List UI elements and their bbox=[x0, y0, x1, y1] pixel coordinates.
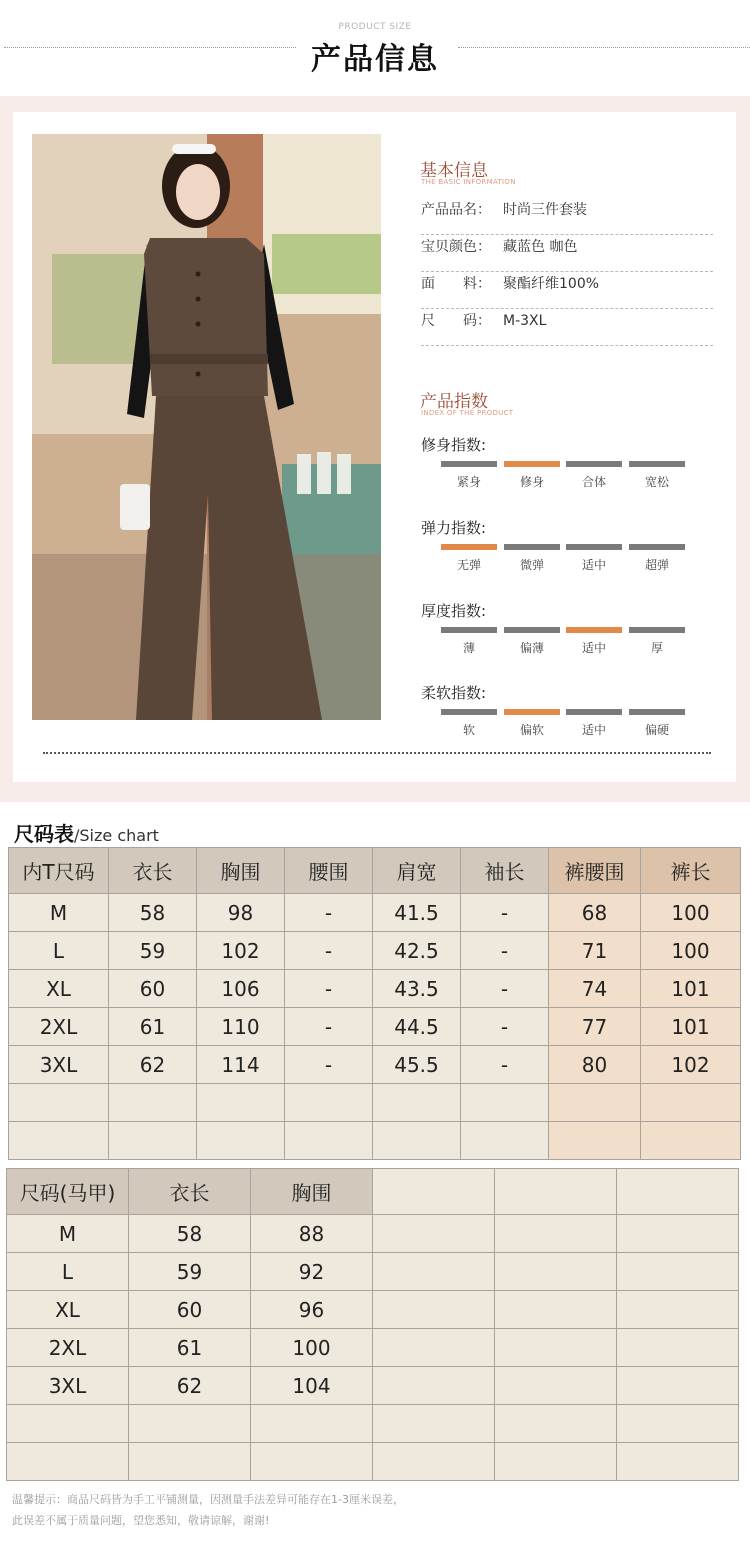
table-cell: - bbox=[285, 970, 373, 1008]
index-label-softness: 柔软指数: bbox=[421, 684, 487, 702]
table-cell: 68 bbox=[549, 894, 641, 932]
table-cell bbox=[617, 1253, 739, 1291]
table-cell: 58 bbox=[109, 894, 197, 932]
table-cell: - bbox=[285, 1046, 373, 1084]
table-row bbox=[7, 1253, 739, 1291]
index-bar bbox=[441, 627, 497, 633]
index-bar bbox=[629, 461, 685, 467]
index-option bbox=[629, 544, 685, 573]
table-cell: - bbox=[285, 932, 373, 970]
table-cell bbox=[617, 1291, 739, 1329]
index-title: 产品指数 bbox=[420, 392, 488, 412]
table-row bbox=[9, 970, 741, 1008]
table-cell: - bbox=[285, 894, 373, 932]
info-value: 时尚三件套装 bbox=[503, 202, 587, 218]
table-cell: M bbox=[7, 1215, 129, 1253]
table-cell: 100 bbox=[641, 932, 741, 970]
index-bar bbox=[629, 709, 685, 715]
table-cell: 62 bbox=[109, 1046, 197, 1084]
table-cell bbox=[373, 1291, 495, 1329]
table-cell: 80 bbox=[549, 1046, 641, 1084]
index-scale-thickness bbox=[441, 627, 689, 667]
table-cell: 114 bbox=[197, 1046, 285, 1084]
table-cell: 61 bbox=[129, 1329, 251, 1367]
table-row bbox=[9, 932, 741, 970]
info-value: 聚酯纤维100% bbox=[503, 276, 600, 292]
table-cell: 3XL bbox=[7, 1367, 129, 1405]
index-bar bbox=[441, 709, 497, 715]
table-cell: 110 bbox=[197, 1008, 285, 1046]
table-cell bbox=[285, 1084, 373, 1122]
table-cell: 101 bbox=[641, 1008, 741, 1046]
info-key: 尺 码： bbox=[421, 313, 491, 329]
size-chart-title-en: /Size chart bbox=[74, 826, 159, 845]
table-cell bbox=[641, 1084, 741, 1122]
product-photo bbox=[32, 134, 381, 720]
size-table-vest bbox=[6, 1168, 739, 1481]
table-cell bbox=[109, 1084, 197, 1122]
index-option-label: 适中 bbox=[581, 641, 606, 655]
index-option-label: 紧身 bbox=[456, 475, 481, 489]
table-cell bbox=[617, 1443, 739, 1481]
index-option bbox=[441, 627, 497, 656]
table-cell bbox=[495, 1443, 617, 1481]
size-table-top bbox=[8, 847, 741, 1160]
index-bar bbox=[441, 544, 497, 550]
table-cell bbox=[617, 1405, 739, 1443]
info-card bbox=[13, 112, 736, 782]
note-line-1: 温馨提示：商品尺码皆为手工平铺测量，因测量手法差异可能存在1-3厘米误差， bbox=[12, 1493, 404, 1506]
table-row bbox=[7, 1291, 739, 1329]
info-panel bbox=[0, 96, 750, 802]
index-label-fit: 修身指数: bbox=[421, 436, 487, 454]
info-value: 藏蓝色 咖色 bbox=[503, 239, 578, 255]
index-option bbox=[441, 461, 497, 490]
table-row bbox=[7, 1443, 739, 1481]
table-cell bbox=[495, 1215, 617, 1253]
table-row bbox=[9, 1122, 741, 1160]
table-cell: 60 bbox=[109, 970, 197, 1008]
table-cell bbox=[549, 1122, 641, 1160]
table-cell: 62 bbox=[129, 1367, 251, 1405]
table-cell: - bbox=[285, 1008, 373, 1046]
header-cell: 胸围 bbox=[197, 848, 285, 894]
index-option-label: 无弹 bbox=[456, 558, 481, 572]
basic-info-subtitle: THE BASIC INFORMATION bbox=[421, 178, 516, 186]
table-header-row bbox=[7, 1169, 739, 1215]
index-option-label: 软 bbox=[462, 723, 475, 737]
table-cell: 43.5 bbox=[373, 970, 461, 1008]
header-cell: 裤腰围 bbox=[549, 848, 641, 894]
table-cell bbox=[109, 1122, 197, 1160]
index-option-label: 偏软 bbox=[519, 723, 544, 737]
index-option-label: 超弹 bbox=[644, 558, 669, 572]
divider bbox=[43, 752, 711, 754]
table-cell: 44.5 bbox=[373, 1008, 461, 1046]
table-cell: 61 bbox=[109, 1008, 197, 1046]
header-cell bbox=[373, 1169, 495, 1215]
table-cell: L bbox=[9, 932, 109, 970]
table-cell: - bbox=[461, 894, 549, 932]
table-cell bbox=[373, 1122, 461, 1160]
index-option-label: 微弹 bbox=[519, 558, 544, 572]
table-cell bbox=[251, 1443, 373, 1481]
table-cell: 88 bbox=[251, 1215, 373, 1253]
table-cell bbox=[461, 1122, 549, 1160]
table-row bbox=[9, 1084, 741, 1122]
table-row bbox=[9, 1008, 741, 1046]
index-option bbox=[629, 461, 685, 490]
header-cell: 袖长 bbox=[461, 848, 549, 894]
table-row bbox=[7, 1367, 739, 1405]
index-option bbox=[441, 709, 497, 738]
table-cell bbox=[373, 1367, 495, 1405]
table-cell: 59 bbox=[109, 932, 197, 970]
index-subtitle: INDEX OF THE PRODUCT bbox=[421, 409, 514, 417]
table-cell: M bbox=[9, 894, 109, 932]
header-subtitle: PRODUCT SIZE bbox=[338, 22, 412, 32]
table-cell: 102 bbox=[197, 932, 285, 970]
index-option bbox=[504, 627, 560, 656]
size-chart-title-zh: 尺码表 bbox=[14, 822, 74, 846]
info-value: M-3XL bbox=[503, 313, 547, 329]
table-cell bbox=[373, 1443, 495, 1481]
table-cell bbox=[373, 1215, 495, 1253]
header-cell: 尺码(马甲) bbox=[7, 1169, 129, 1215]
info-key: 面 料： bbox=[421, 276, 491, 292]
table-cell: - bbox=[461, 1008, 549, 1046]
table-cell bbox=[373, 1329, 495, 1367]
header-cell: 裤长 bbox=[641, 848, 741, 894]
table-cell bbox=[495, 1367, 617, 1405]
index-option bbox=[504, 544, 560, 573]
index-option-label: 宽松 bbox=[644, 475, 669, 489]
index-option-label: 偏硬 bbox=[644, 723, 669, 737]
header-cell bbox=[617, 1169, 739, 1215]
table-cell: - bbox=[461, 1046, 549, 1084]
info-row-name bbox=[421, 198, 713, 235]
table-cell bbox=[9, 1122, 109, 1160]
table-cell bbox=[495, 1405, 617, 1443]
index-bar bbox=[566, 709, 622, 715]
table-cell bbox=[197, 1084, 285, 1122]
info-row-fabric bbox=[421, 272, 713, 309]
table-cell bbox=[285, 1122, 373, 1160]
index-option bbox=[566, 461, 622, 490]
table-cell bbox=[549, 1084, 641, 1122]
table-cell: 92 bbox=[251, 1253, 373, 1291]
index-option-label: 薄 bbox=[462, 641, 475, 655]
table-cell: - bbox=[461, 970, 549, 1008]
index-bar bbox=[504, 544, 560, 550]
table-cell bbox=[9, 1084, 109, 1122]
table-row bbox=[7, 1329, 739, 1367]
table-cell bbox=[617, 1367, 739, 1405]
index-label-stretch: 弹力指数: bbox=[421, 519, 487, 537]
index-option bbox=[441, 544, 497, 573]
index-label-thickness: 厚度指数: bbox=[421, 602, 487, 620]
table-cell: 96 bbox=[251, 1291, 373, 1329]
table-cell: 74 bbox=[549, 970, 641, 1008]
info-row-color bbox=[421, 235, 713, 272]
header-cell bbox=[495, 1169, 617, 1215]
table-cell bbox=[129, 1405, 251, 1443]
index-option-label: 适中 bbox=[581, 723, 606, 737]
table-cell bbox=[373, 1084, 461, 1122]
index-option bbox=[629, 709, 685, 738]
index-bar bbox=[629, 627, 685, 633]
index-bar bbox=[504, 627, 560, 633]
table-cell bbox=[7, 1405, 129, 1443]
table-cell: 60 bbox=[129, 1291, 251, 1329]
table-cell: 42.5 bbox=[373, 932, 461, 970]
size-chart-title bbox=[14, 818, 159, 847]
table-cell: 104 bbox=[251, 1367, 373, 1405]
table-cell: 98 bbox=[197, 894, 285, 932]
table-cell: 45.5 bbox=[373, 1046, 461, 1084]
divider bbox=[458, 47, 750, 48]
table-cell bbox=[495, 1329, 617, 1367]
table-cell: - bbox=[461, 932, 549, 970]
table-cell bbox=[129, 1443, 251, 1481]
index-option bbox=[566, 709, 622, 738]
index-option-label: 厚 bbox=[650, 641, 663, 655]
index-scale-softness bbox=[441, 709, 689, 749]
table-cell: XL bbox=[9, 970, 109, 1008]
header-cell: 衣长 bbox=[129, 1169, 251, 1215]
index-bar bbox=[504, 461, 560, 467]
basic-info-title: 基本信息 bbox=[420, 161, 488, 181]
header-cell: 腰围 bbox=[285, 848, 373, 894]
index-option bbox=[629, 627, 685, 656]
index-option bbox=[504, 709, 560, 738]
table-cell: 106 bbox=[197, 970, 285, 1008]
table-row bbox=[9, 1046, 741, 1084]
index-option-label: 修身 bbox=[519, 475, 544, 489]
table-cell bbox=[617, 1215, 739, 1253]
header-cell: 肩宽 bbox=[373, 848, 461, 894]
index-option bbox=[566, 627, 622, 656]
table-cell bbox=[495, 1291, 617, 1329]
table-row bbox=[7, 1405, 739, 1443]
index-scale-fit bbox=[441, 461, 689, 501]
table-cell bbox=[373, 1405, 495, 1443]
table-cell: 41.5 bbox=[373, 894, 461, 932]
table-cell bbox=[197, 1122, 285, 1160]
table-cell: L bbox=[7, 1253, 129, 1291]
table-cell: 58 bbox=[129, 1215, 251, 1253]
table-row bbox=[9, 894, 741, 932]
index-option-label: 合体 bbox=[581, 475, 606, 489]
index-bar bbox=[441, 461, 497, 467]
index-scale-stretch bbox=[441, 544, 689, 584]
section-header bbox=[0, 0, 750, 96]
table-cell: XL bbox=[7, 1291, 129, 1329]
table-row bbox=[7, 1215, 739, 1253]
info-key: 宝贝颜色： bbox=[421, 239, 491, 255]
index-option-label: 适中 bbox=[581, 558, 606, 572]
table-cell: 59 bbox=[129, 1253, 251, 1291]
index-option bbox=[504, 461, 560, 490]
table-cell bbox=[495, 1253, 617, 1291]
header-cell: 衣长 bbox=[109, 848, 197, 894]
table-cell bbox=[373, 1253, 495, 1291]
table-cell bbox=[617, 1329, 739, 1367]
header-cell: 胸围 bbox=[251, 1169, 373, 1215]
page-title: 产品信息 bbox=[311, 42, 439, 77]
table-cell: 100 bbox=[251, 1329, 373, 1367]
table-cell: 2XL bbox=[7, 1329, 129, 1367]
table-cell: 77 bbox=[549, 1008, 641, 1046]
index-bar bbox=[629, 544, 685, 550]
table-cell bbox=[461, 1084, 549, 1122]
index-bar bbox=[566, 627, 622, 633]
table-cell bbox=[251, 1405, 373, 1443]
table-header-row bbox=[9, 848, 741, 894]
index-bar bbox=[566, 544, 622, 550]
note-line-2: 此误差不属于质量问题，望您悉知，敬请谅解，谢谢! bbox=[12, 1514, 270, 1527]
info-row-size bbox=[421, 309, 713, 346]
index-option bbox=[566, 544, 622, 573]
table-cell: 100 bbox=[641, 894, 741, 932]
header-cell: 内T尺码 bbox=[9, 848, 109, 894]
info-key: 产品品名： bbox=[421, 202, 491, 218]
table-cell: 71 bbox=[549, 932, 641, 970]
table-cell: 102 bbox=[641, 1046, 741, 1084]
table-cell: 101 bbox=[641, 970, 741, 1008]
index-option-label: 偏薄 bbox=[519, 641, 544, 655]
index-bar bbox=[566, 461, 622, 467]
table-cell: 3XL bbox=[9, 1046, 109, 1084]
table-cell bbox=[7, 1443, 129, 1481]
index-bar bbox=[504, 709, 560, 715]
table-cell: 2XL bbox=[9, 1008, 109, 1046]
table-cell bbox=[641, 1122, 741, 1160]
